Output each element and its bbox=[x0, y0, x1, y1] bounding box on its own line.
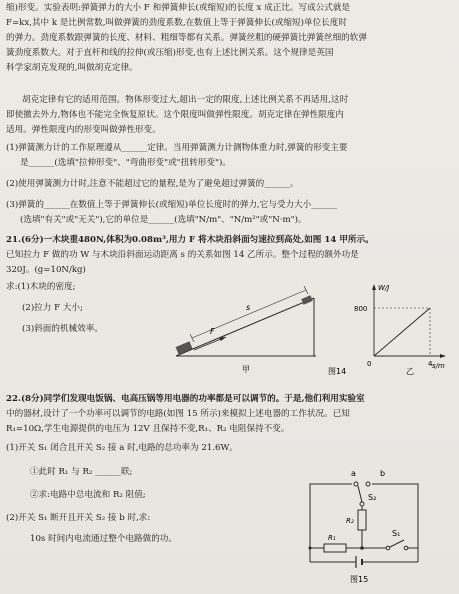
question-3-line-1: (3)弹簧的______在数值上等于弹簧伸长(或缩短)单位长度时的弹力,它与受力大小______ bbox=[6, 200, 337, 210]
problem-21-line-3: 320J。(g=10N/kg) bbox=[6, 265, 86, 275]
para1-line-2: F=kx,其中 k 是比例常数,叫做弹簧的劲度系数,在数值上等于弹簧伸长(或缩短)单位长度时 bbox=[6, 18, 347, 28]
figure-14-caption: 图14 bbox=[328, 367, 347, 376]
problem-22-q1-b: ②求:电路中总电流和 R₂ 阻值; bbox=[30, 490, 146, 500]
para2-line-1: 胡克定律有它的适用范围。物体形变过大,超出一定的限度,上述比例关系不再适用,这时 bbox=[22, 95, 349, 105]
series-line bbox=[374, 308, 430, 356]
question-1-line-2: 是______(选填"拉伸形变"、"弯曲形变"或"扭转形变")。 bbox=[20, 158, 231, 168]
para2-line-3: 适用。弹性限度内的形变叫做弹性形变。 bbox=[6, 125, 161, 135]
top-block bbox=[301, 295, 313, 304]
y-axis-label: W/J bbox=[378, 284, 390, 292]
switch-s2-label: S₂ bbox=[368, 493, 377, 502]
para1-line-4: 簧劲度系数大。对于直杆和线的拉伸(或压缩)形变,也有上述比例关系。这个规律是英国 bbox=[6, 48, 334, 58]
problem-22-line-2: 中的器材,设计了一个功率可以调节的电路(如图 15 所示)来模拟上述电器的工作状况。已知 bbox=[6, 409, 350, 419]
problem-22-line-1: 22.(8分)同学们发现电饭锅、电高压锅等用电器的功率都是可以调节的。于是,他们利用实验室 bbox=[6, 394, 365, 404]
problem-22-q1-a: ①此时 R₁ 与 R₂ ______联; bbox=[30, 467, 133, 477]
para1-line-3: 的弹力。劲度系数跟弹簧的长度、材料、粗细等都有关系。弹簧丝粗的硬弹簧比弹簧丝细的软弹 bbox=[6, 33, 367, 43]
question-2: (2)使用弹簧测力计时,注意不能超过它的量程,是为了避免超过弹簧的______。 bbox=[6, 179, 299, 189]
node-b-label: b bbox=[380, 469, 386, 478]
resistor-r2-label: R₂ bbox=[346, 517, 354, 525]
para1-line-5: 科学家胡克发现的,叫做胡克定律。 bbox=[6, 63, 138, 73]
problem-21-line-2: 已知拉力 F 做的功 W 与木块沿斜面运动距离 s 的关系如图 14 乙所示。整个过程的额外功是 bbox=[6, 250, 359, 260]
problem-21-line-1: 21.(6分)一木块重480N,体积为0.08m³,用力 F 将木块沿斜面匀速拉到高处,如图 14 甲所示。 bbox=[6, 235, 374, 245]
problem-22-line-3: R₁=10Ω,学生电源提供的电压为 12V 且保持不变,R₁、R₂ 电阻保持不变。 bbox=[6, 424, 290, 434]
para2-line-2: 即使撤去外力,物体也不能完全恢复原状。这个限度叫做弹性限度。胡克定律在弹性限度内 bbox=[6, 110, 344, 120]
problem-21-ask-1: 求:(1)木块的密度; bbox=[6, 282, 76, 292]
node-a-label: a bbox=[351, 469, 356, 478]
label-F: F bbox=[210, 327, 215, 336]
resistor-r1-label: R₁ bbox=[328, 534, 336, 542]
switch-s1-label: S₁ bbox=[392, 529, 401, 538]
x-tick-label: 4 bbox=[428, 360, 433, 368]
problem-21-ask-3: (3)斜面的机械效率。 bbox=[22, 324, 103, 334]
problem-22-q1: (1)开关 S₁ 闭合且开关 S₂ 接 a 时,电路的总功率为 21.6W。 bbox=[6, 443, 238, 453]
x-axis-label: s/m bbox=[432, 362, 445, 370]
y-tick-label: 800 bbox=[354, 305, 368, 313]
problem-21-ask-2: (2)拉力 F 大小; bbox=[22, 303, 83, 313]
problem-22-q2: (2)开关 S₁ 断开且开关 S₂ 接 b 时,求: bbox=[6, 513, 151, 523]
figure-15-circuit bbox=[300, 462, 452, 586]
label-s: s bbox=[246, 303, 251, 312]
para1-line-1: 缩)形变。实验表明:弹簧弹力的大小 F 和弹簧伸长(或缩短)的长度 x 成正比。写成公式就是 bbox=[6, 3, 351, 13]
problem-22-q2-detail: 10s 时间内电流通过整个电路做的功。 bbox=[30, 534, 177, 544]
figure-15-caption: 图15 bbox=[350, 575, 369, 584]
figure-14 bbox=[168, 276, 458, 380]
work-distance-chart bbox=[354, 284, 446, 376]
incline-diagram bbox=[176, 286, 316, 374]
label-jia: 甲 bbox=[242, 365, 250, 374]
question-3-line-2: (选填"有关"或"无关"),它的单位是______(选填"N/m"、"N/m²"或"N·m")。 bbox=[20, 215, 307, 225]
question-1-line-1: (1)弹簧测力计的工作原理遵从______定律。当用弹簧测力计测物体重力时,弹簧的形变主要 bbox=[6, 143, 348, 153]
label-yi: 乙 bbox=[406, 367, 414, 376]
origin-label: 0 bbox=[367, 360, 372, 368]
